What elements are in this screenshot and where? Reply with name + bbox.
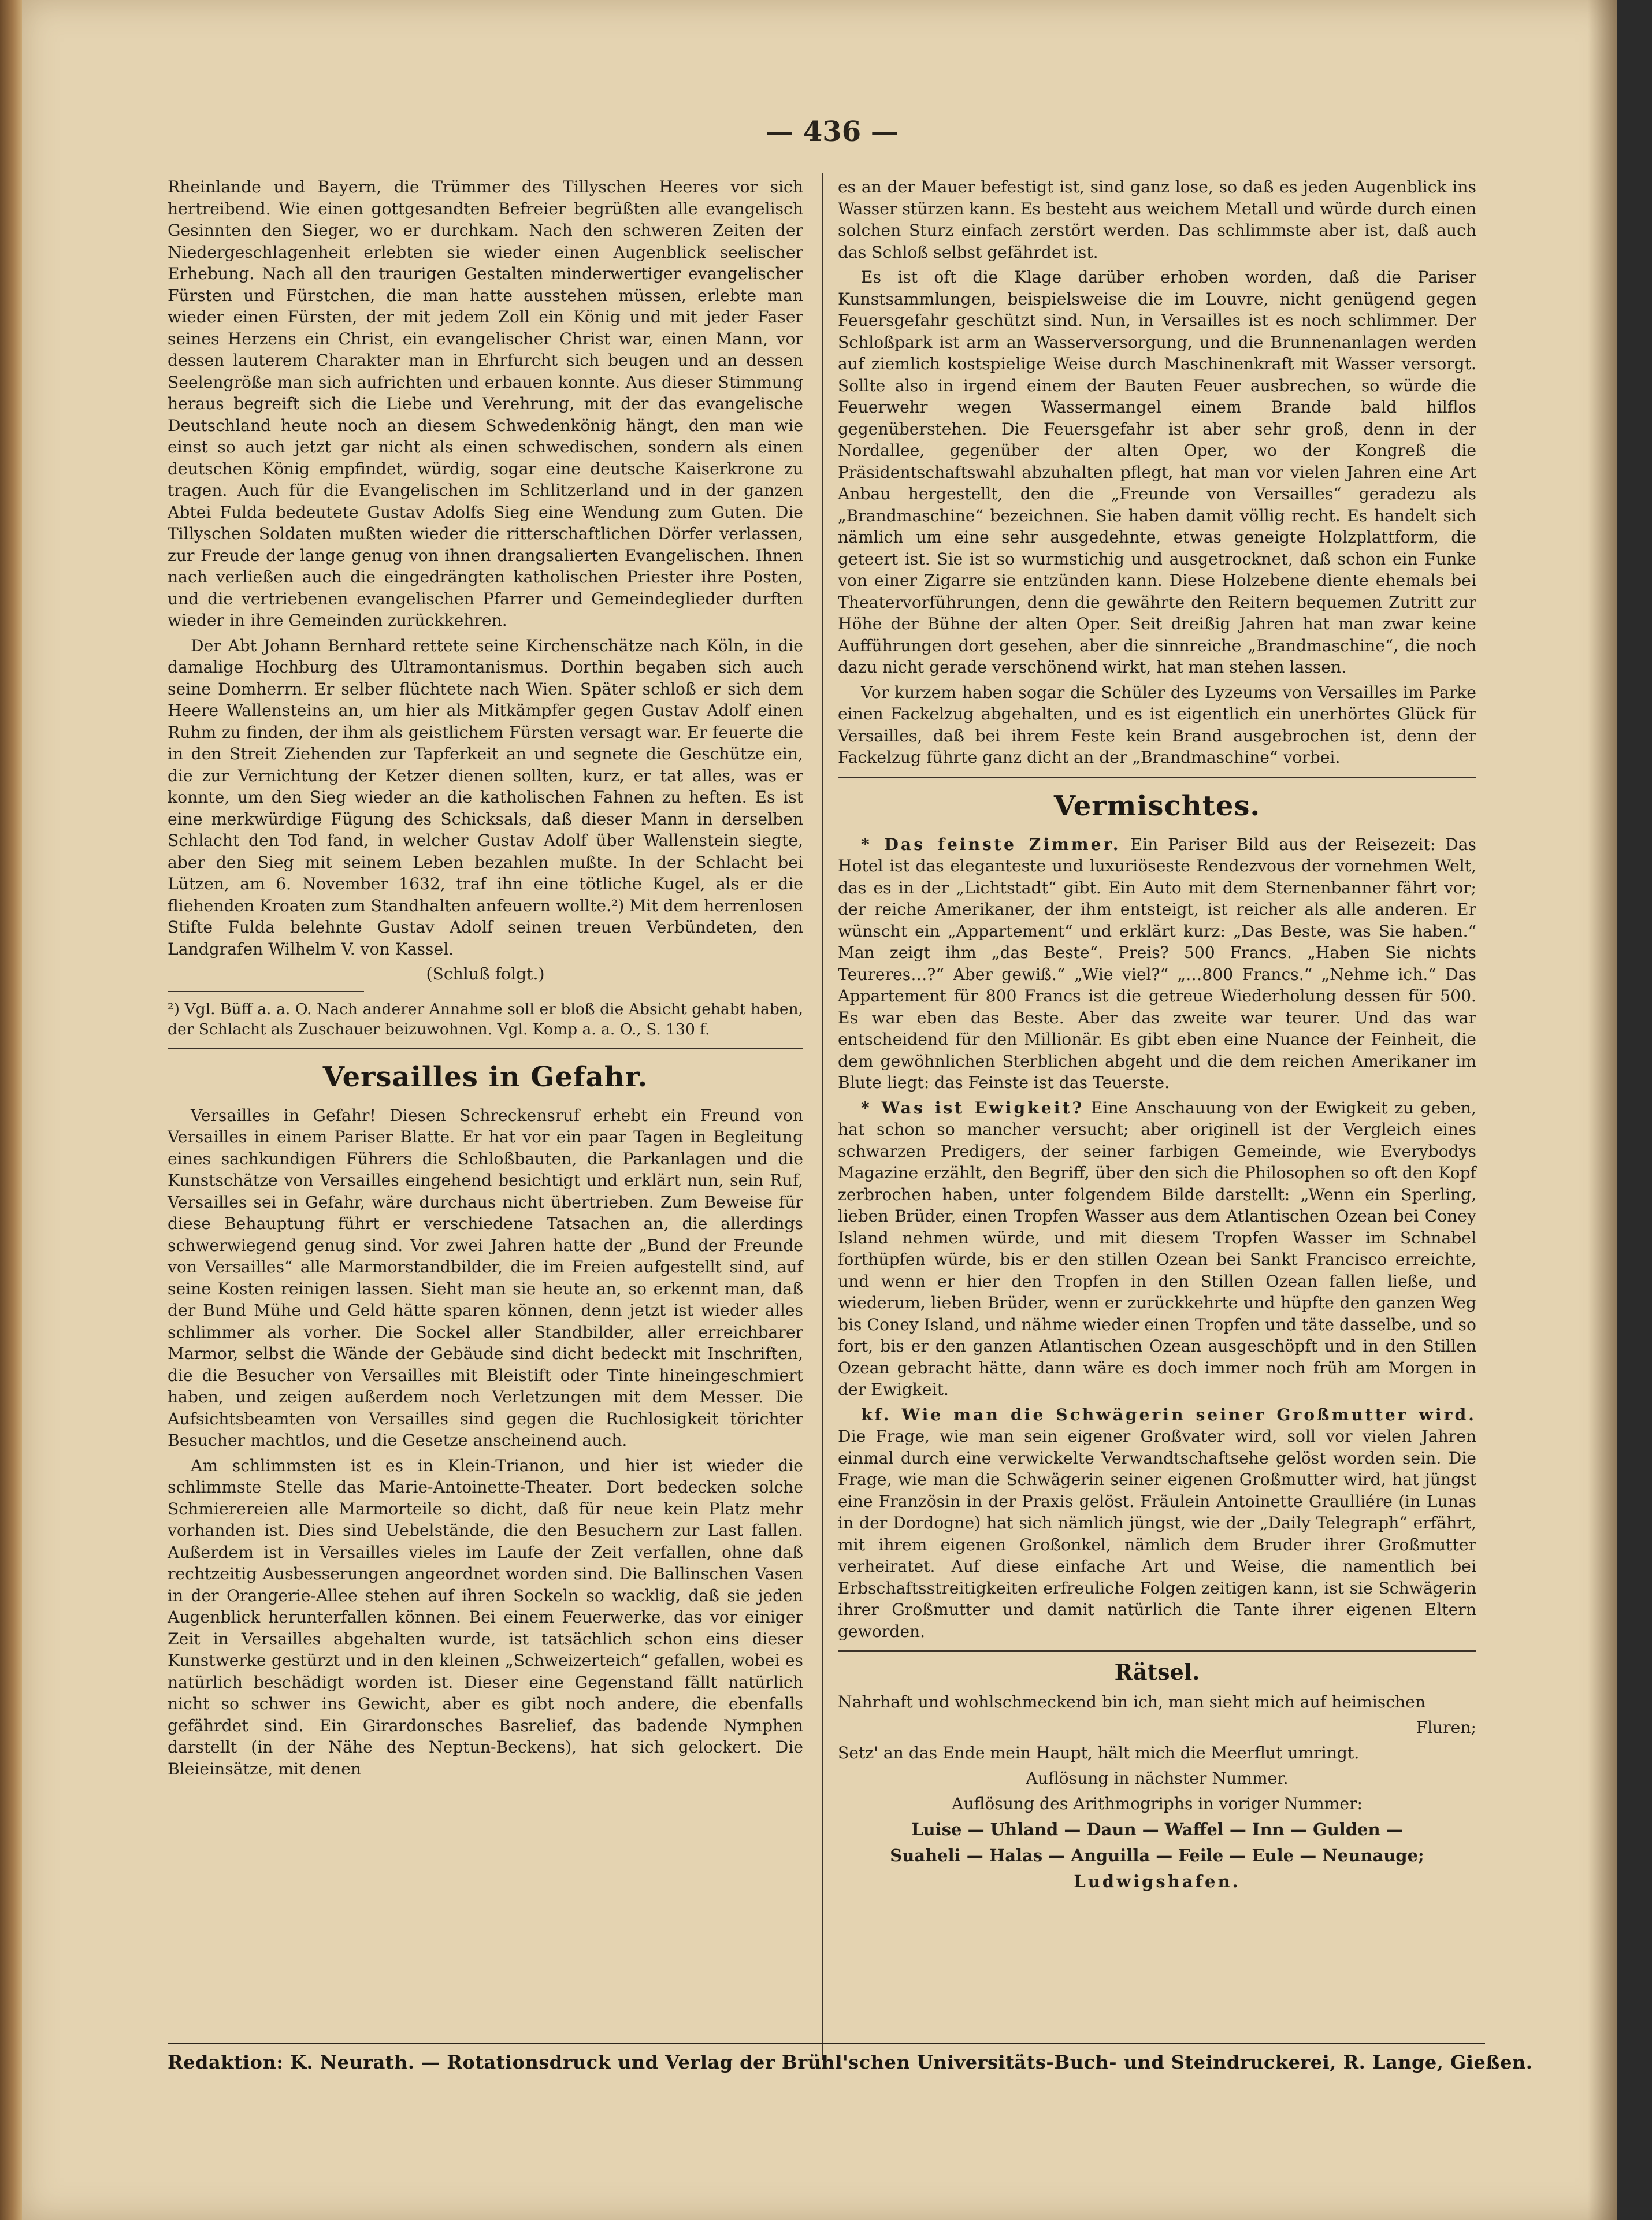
section-divider [168, 1048, 803, 1049]
riddle-line-1: Nahrhaft und wohlschmeckend bin ich, man sieht mich auf heimischen [838, 1692, 1426, 1712]
to-be-continued-note: (Schluß folgt.) [426, 964, 545, 983]
section-divider [838, 1650, 1476, 1652]
book-binding [0, 0, 22, 2220]
abbot-paragraph: Der Abt Johann Bernhard rettete seine Kirchenschätze nach Köln, in die damalige Hochburg des Ultramontanismus. Dorthin begaben sich auch seine Domherrn. Er selber flüchtete nach Wien. Später schloß er sich dem Heere Wallensteins an, um hier als Mitkämpfer gegen Gustav Adolf einen Ruhm zu finden, der ihm als geistlichem Fürsten versagt war. Er feuerte die in den Streit Ziehenden zur Tapferkeit an und segnete die Geschütze ein, die zur Vernichtung der Ketzer dienen sollten, kurz, er tat alles, was er konnte, um den Sieg wieder an die katholischen Fahnen zu heften. Es ist eine merkwürdige Fügung des Schicksals, daß dieser Mann in derselben Schlacht den Tod fand, in welcher Gustav Adolf über Wallenstein siegte, aber den Sieg mit seinem Leben bezahlen mußte. In der Schlacht bei Lützen, am 6. November 1632, traf ihn eine tötliche Kugel, als er die fliehenden Kroaten zum Standhalten anfeuern wollte.²) Mit dem herrenlosen Stifte Fulda belehnte Gustav Adolf seinen treuen Verbündeten, den Landgrafen Wilhelm V. von Kassel. [168, 636, 803, 959]
misc-item-room-body: Ein Pariser Bild aus der Reisezeit: Das Hotel ist das eleganteste und luxuriöseste Rendezvous der vornehmen Welt, das es in der „Lichtstadt“ gibt. Ein Auto mit dem Sternenbanner fährt vor; der reiche Amerikaner, der ihm entsteigt, ist reicher als alle anderen. Er wünscht ein „Appartement“ und erklärt kurz: „Das Beste, was Sie haben.“ Man zeigt ihm „das Beste“. Preis? 500 Francs. „Haben Sie nichts Teureres…?“ Aber gewiß.“ „Wie viel?“ „…800 Francs.“ „Nehme ich.“ Das Appartement für 800 Francs ist die getreue Wiederholung dessen für 500. Es war eben das Beste. Aber das zweite war teurer. Und das war entscheidend für den Millionär. Es gibt eben eine Nuance der Feinheit, die dem gewöhnlichen Sterblichen abgeht und die dem reichen Amerikaner im Blute liegt: das Feinste ist das Teuerste. [838, 834, 1476, 1092]
imprint-footer: Redaktion: K. Neurath. — Rotationsdruck und Verlag der Brühl'schen Universitäts-Buch- und Steindruckerei, R. Lange, Gießen. [168, 2051, 1533, 2073]
versailles-continuation-3: Vor kurzem haben sogar die Schüler des Lyzeums von Versailles im Parke einen Fackelzug abgehalten, und es ist eigentlich ein unerhörtes Glück für Versailles, daß bei ihrem Feste kein Brand ausgebrochen ist, denn der Fackelzug führte ganz dicht an der „Brandmaschine“ vorbei. [838, 682, 1476, 767]
solution-title: Auflösung des Arithmogriphs in voriger Nummer: [952, 1794, 1363, 1813]
solution-names-1: Luise — Uhland — Daun — Waffel — Inn — Gulden — [911, 1820, 1403, 1839]
riddle-line-3: Setz' an das Ende mein Haupt, hält mich die Meerflut umringt. [838, 1743, 1360, 1762]
misc-item-sister-lead: kf. Wie man die Schwägerin seiner Großmutter wird. [861, 1405, 1476, 1424]
riddle-line-2: Fluren; [1416, 1718, 1476, 1737]
section-divider [838, 777, 1476, 778]
right-column [838, 176, 1476, 1896]
footer-rule [168, 2043, 1485, 2044]
misc-item-room-lead: * Das feinste Zimmer. [861, 834, 1121, 854]
versailles-continuation-1: es an der Mauer befestigt ist, sind ganz lose, so daß es jeden Augenblick ins Wasser stürzen kann. Es besteht aus weichem Metall und würde durch einen solchen Sturz einfach zerstört werden. Das schlimmste aber ist, daß auch das Schloß selbst gefährdet ist. [838, 177, 1476, 262]
solution-answer: Ludwigshafen. [1074, 1872, 1241, 1891]
misc-item-eternity [838, 1097, 1476, 1401]
column-divider [822, 173, 823, 2060]
solution-names-2: Suaheli — Halas — Anguilla — Feile — Eule — Neunauge; [890, 1846, 1424, 1865]
misc-item-room [838, 834, 1476, 1094]
left-column [168, 176, 803, 1783]
misc-item-sister-in-law [838, 1404, 1476, 1643]
page-edge-shadow [1588, 0, 1617, 2220]
misc-item-sister-body: Die Frage, wie man sein eigener Großvater wird, soll vor vielen Jahren einmal durch eine verwickelte Verwandtschaftsehe gelöst worden sein. Die Frage, wie man die Schwägerin seiner eigenen Großmutter wird, hat jüngst eine Französin in der Praxis gelöst. Fräulein Antoinette Graulliére (in Lunas in der Dordogne) hat sich nämlich jüngst, wie der „Daily Telegraph“ erfährt, mit ihrem eigenen Großonkel, nämlich dem Bruder ihrer Großmutter verheiratet. Auf diese einfache Art und Weise, die namentlich bei Erbschaftsstreitigkeiten erfreuliche Folgen zeitigen kann, ist sie Schwägerin ihrer Großmutter und damit natürlich die Tante ihrer eigenen Eltern geworden. [838, 1427, 1476, 1641]
riddle-title: Rätsel. [1114, 1659, 1200, 1685]
misc-item-eternity-body: Eine Anschauung von der Ewigkeit zu geben, hat schon so mancher versucht; aber originell ist der Vergleich eines schwarzen Predigers, der seiner farbigen Gemeinde, wie Everybodys Magazine erzählt, den Begriff, über den sich die Philosophen so oft den Kopf zerbrochen haben, unter folgendem Bilde darstellt: „Wenn ein Sperling, lieben Brüder, einen Tropfen Wasser aus dem Atlantischen Ozean bei Coney Island nehmen würde, und mit diesem Tropfen Wasser im Schnabel forthüpfen würde, bis er den stillen Ozean bei Sankt Francisco erreichte, und wenn er hier den Tropfen in den Stillen Ozean fallen ließe, und wiederum, lieben Brüder, wenn er zurückkehrte und hüpfte den ganzen Weg bis Coney Island, und nähme wieder einen Tropfen und täte dasselbe, und so fort, bis er den ganzen Atlantischen Ozean ausgeschöpft und in den Stillen Ozean gebracht hätte, dann wäre es doch immer noch früh am Morgen in der Ewigkeit. [838, 1098, 1476, 1399]
footnote: ²) Vgl. Büff a. a. O. Nach anderer Annahme soll er bloß die Absicht gehabt haben, der Schlacht als Zuschauer beizuwohnen. Vgl. Komp a. a. O., S. 130 f. [168, 1000, 803, 1038]
versailles-continuation-2: Es ist oft die Klage darüber erhoben worden, daß die Pariser Kunstsammlungen, beispielsweise die im Louvre, nicht genügend gegen Feuersgefahr geschützt sind. Nun, in Versailles ist es noch schlimmer. Der Schloßpark ist arm an Wasserversorgung, und die Brunnenanlagen werden auf ziemlich kostspielige Weise durch Maschinenkraft mit Wasser versorgt. Sollte also in irgend einem der Bauten Feuer ausbrechen, so würde die Feuerwehr wegen Wassermangel einem Brande bald hilflos gegenüberstehen. Die Feuersgefahr ist aber sehr groß, denn in der Nordallee, gegenüber der alten Oper, wo der Kongreß die Präsidentschaftswahl abzuhalten pflegt, hat man vor vielen Jahren eine Art Anbau hergestellt, den die „Freunde von Versailles“ geradezu als „Brandmaschine“ bezeichnen. Sie haben damit völlig recht. Es handelt sich nämlich um eine sehr ausgedehnte, etwas geneigte Holzplattform, die geteert ist. Sie ist so wurmstichig und ausgetrocknet, daß schon ein Funke von einer Zigarre sie entzünden kann. Diese Holzebene diente ehemals bei Theatervorführungen, denn die gewährte den Reitern bequemen Zutritt zur Höhe der Bühne der alten Oper. Seit dreißig Jahren hat man zwar keine Aufführungen dort gesehen, aber die sinnreiche „Brandmaschine“, die noch dazu nicht gerade verschönend wirkt, hat man stehen lassen. [838, 268, 1476, 677]
versailles-article-title: Versailles in Gefahr. [322, 1060, 648, 1093]
riddle-answer-note: Auflösung in nächster Nummer. [1026, 1769, 1289, 1788]
footnote-rule [168, 991, 364, 992]
versailles-paragraph-2: Am schlimmsten ist es in Klein-Trianon, und hier ist wieder die schlimmste Stelle das Marie-Antoinette-Theater. Dort bedecken solche Schmierereien alle Marmorteile so dicht, daß für neue kein Platz mehr vorhanden ist. Dies sind Uebelstände, die den Besuchern zur Last fallen. Außerdem ist in Versailles vieles im Laufe der Zeit verfallen, ohne daß rechtzeitig Ausbesserungen angeordnet worden sind. Die Ballinschen Vasen in der Orangerie-Allee stehen auf ihren Sockeln so wacklig, daß sie jeden Augenblick herunterfallen können. Bei einem Feuerwerke, das vor einiger Zeit in Versailles abgehalten wurde, ist tatsächlich schon eins dieser Kunstwerke gestürzt und in den kleinen „Schweizerteich“ gefallen, wobei es natürlich beschädigt worden ist. Dieser eine Gegenstand fällt natürlich nicht so schwer ins Gewicht, aber es gibt noch andere, die ebenfalls gefährdet sind. Ein Girardonsches Basrelief, das badende Nymphen darstellt (in der Nähe des Neptun-Beckens), hat sich gelockert. Die Bleieinsätze, mit denen [168, 1456, 803, 1779]
article-continuation-paragraph: Rheinlande und Bayern, die Trümmer des Tillyschen Heeres vor sich hertreibend. Wie einen gottgesandten Befreier begrüßten alle evangelisch Gesinnten den Sieger, wo er durchkam. Nach den schweren Zeiten der Niedergeschlagenheit erlebten sie wieder einen Augenblick seelischer Erhebung. Nach all den traurigen Gestalten minderwertiger evangelischer Fürsten und Fürstchen, die man hatte ausstehen müssen, erlebte man wieder einen Fürsten, der mit jedem Zoll ein König und mit jeder Faser seines Herzens ein Christ, ein evangelischer Christ war, einen Mann, vor dessen lauterem Charakter man in Ehrfurcht sich beugen und an dessen Seelengröße man sich aufrichten und erbauen konnte. Aus dieser Stimmung heraus begreift sich die Liebe und Verehrung, mit der das evangelische Deutschland heute noch an diesem Schwedenkönig hängt, den man wie einst so auch jetzt gar nicht als einen schwedischen, sondern als einen deutschen König empfindet, würdig, sogar eine deutsche Kaiserkrone zu tragen. Auch für die Evangelischen im Schlitzerland und in der ganzen Abtei Fulda bedeutete Gustav Adolfs Sieg eine Wendung zum Guten. Die Tillyschen Soldaten mußten wieder die ritterschaftlichen Dörfer verlassen, zur Freude der lange genug von ihnen drangsalierten Evangelischen. Ihnen nach verließen auch die eingedrängten katholischen Priester ihre Posten, und die vertriebenen evangelischen Pfarrer und Gemeindeglieder durften wieder in ihre Gemeinden zurückkehren. [168, 177, 803, 630]
page-number: — 436 — [766, 116, 899, 148]
misc-section-title: Vermischtes. [1053, 789, 1261, 822]
versailles-paragraph-1: Versailles in Gefahr! Diesen Schreckensruf erhebt ein Freund von Versailles in einem Pariser Blatte. Er hat vor ein paar Tagen in Begleitung eines sachkundigen Führers die Schloßbauten, die Parkanlagen und die Kunstschätze von Versailles eingehend besichtigt und erklärt nun, sein Ruf, Versailles sei in Gefahr, wäre durchaus nicht übertrieben. Zum Beweise für diese Behauptung führt er verschiedene Tatsachen an, die allerdings schwerwiegend genug sind. Vor zwei Jahren hatte der „Bund der Freunde von Versailles“ alle Marmorstandbilder, die im Freien aufgestellt sind, auf seine Kosten reinigen lassen. Sieht man sie heute an, so erkennt man, daß der Bund Mühe und Geld hätte sparen können, denn jetzt ist wieder alles schlimmer als vorher. Die Sockel aller Standbilder, aller erreichbarer Marmor, selbst die Wände der Gebäude sind dicht bedeckt mit Inschriften, die die Besucher von Versailles mit Bleistift oder Tinte hineingeschmiert haben, und zeigen außerdem noch Verletzungen mit dem Messer. Die Aufsichtsbeamten von Versailles sind gegen die Ruchlosigkeit törichter Besucher machtlos, und die Gesetze anscheinend auch. [168, 1105, 803, 1450]
misc-item-eternity-lead: * Was ist Ewigkeit? [861, 1098, 1084, 1118]
